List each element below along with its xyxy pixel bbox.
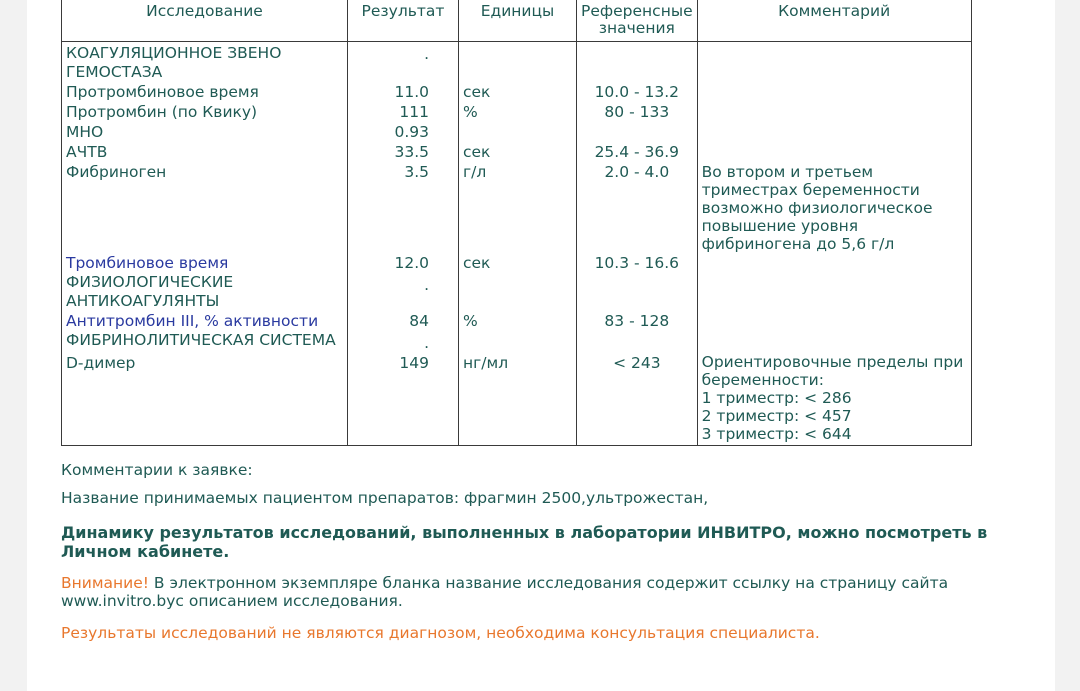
comment-main: Ориентировочные пределы при беременности:: [701, 352, 964, 389]
table-row: [62, 102, 972, 122]
row-ref: [577, 331, 698, 353]
row-ref: [577, 273, 698, 311]
row-units: сек: [459, 82, 577, 102]
row-ref: 10.3 - 16.6: [577, 253, 698, 273]
header-test: Исследование: [62, 0, 348, 41]
row-result: 84: [348, 311, 459, 331]
comment-line: 1 триместр: < 286: [701, 388, 852, 407]
row-name: Протромбиновое время: [62, 82, 348, 102]
row-units: сек: [459, 253, 577, 273]
table-header-row: [62, 0, 972, 41]
comment-line: 3 триместр: < 644: [701, 424, 852, 443]
disclaimer-note: Результаты исследований не являются диагнозом, необходима консультация специалиста.: [61, 624, 820, 642]
row-comment: [697, 122, 971, 142]
row-ref: 2.0 - 4.0: [577, 162, 698, 253]
row-result: .: [348, 331, 459, 353]
row-ref: [577, 41, 698, 82]
drugs-note: Название принимаемых пациентом препаратов: фрагмин 2500,ультрожестан,: [61, 489, 709, 507]
table-row: [62, 82, 972, 102]
row-ref: [577, 122, 698, 142]
dynamics-note: Динамику результатов исследований, выполненных в лаборатории ИНВИТРО, можно посмотреть в Личном кабинете.: [61, 523, 988, 561]
row-comment: Во втором и третьем триместрах беременности возможно физиологическое повышение уровня фибриногена до 5,6 г/л: [697, 162, 971, 253]
row-comment: [697, 353, 971, 446]
table-row: [62, 253, 972, 273]
row-comment: [697, 82, 971, 102]
row-name: КОАГУЛЯЦИОННОЕ ЗВЕНО ГЕМОСТАЗА: [62, 41, 348, 82]
row-name: D-димер: [62, 353, 348, 446]
site-suffix: с описанием исследования.: [175, 592, 403, 610]
row-result: .: [348, 41, 459, 82]
row-result: 11.0: [348, 82, 459, 102]
row-units: %: [459, 311, 577, 331]
table-row: [62, 41, 972, 82]
row-name: ФИБРИНОЛИТИЧЕСКАЯ СИСТЕМА: [62, 331, 348, 353]
table-row: [62, 122, 972, 142]
row-units: сек: [459, 142, 577, 162]
row-units: [459, 122, 577, 142]
row-units: [459, 273, 577, 311]
row-comment: [697, 102, 971, 122]
table-row: [62, 142, 972, 162]
site-link[interactable]: www.invitro.by: [61, 592, 176, 610]
row-ref: 80 - 133: [577, 102, 698, 122]
row-name: АЧТВ: [62, 142, 348, 162]
row-ref: 25.4 - 36.9: [577, 142, 698, 162]
row-units: нг/мл: [459, 353, 577, 446]
row-name: МНО: [62, 122, 348, 142]
row-comment: [697, 273, 971, 311]
row-ref: 83 - 128: [577, 311, 698, 331]
table-row: [62, 353, 972, 446]
header-reference-line1: Референсные: [581, 2, 693, 20]
comment-line: 2 триместр: < 457: [701, 406, 852, 425]
row-result: .: [348, 273, 459, 311]
row-name: ФИЗИОЛОГИЧЕСКИЕ АНТИКОАГУЛЯНТЫ: [62, 273, 348, 311]
row-comment: [697, 41, 971, 82]
warning-label: Внимание!: [61, 574, 149, 592]
table-row: [62, 162, 972, 253]
row-ref: 10.0 - 13.2: [577, 82, 698, 102]
row-units: [459, 331, 577, 353]
report-sheet: [27, 0, 1055, 691]
row-result: 3.5: [348, 162, 459, 253]
row-result: 149: [348, 353, 459, 446]
row-name-link[interactable]: Тромбиновое время: [62, 253, 348, 273]
warning-note: [61, 574, 1021, 610]
row-result: 12.0: [348, 253, 459, 273]
results-table: [61, 0, 972, 446]
header-reference: [577, 0, 698, 41]
row-units: г/л: [459, 162, 577, 253]
row-result: 33.5: [348, 142, 459, 162]
header-reference-line2: значения: [598, 19, 675, 37]
row-name: Протромбин (по Квику): [62, 102, 348, 122]
row-name-link[interactable]: Антитромбин III, % активности: [62, 311, 348, 331]
row-comment: [697, 331, 971, 353]
header-comment: Комментарий: [697, 0, 971, 41]
header-units: Единицы: [459, 0, 577, 41]
row-units: [459, 41, 577, 82]
row-comment: [697, 311, 971, 331]
row-comment: [697, 142, 971, 162]
header-result: Результат: [348, 0, 459, 41]
comments-label: Комментарии к заявке:: [61, 461, 253, 479]
row-comment: [697, 253, 971, 273]
table-row: [62, 311, 972, 331]
row-result: 111: [348, 102, 459, 122]
row-units: %: [459, 102, 577, 122]
row-result: 0.93: [348, 122, 459, 142]
table-row: [62, 331, 972, 353]
row-ref: < 243: [577, 353, 698, 446]
table-row: [62, 273, 972, 311]
row-name: Фибриноген: [62, 162, 348, 253]
warning-text: В электронном экземпляре бланка название исследования содержит ссылку на страницу сайта: [149, 574, 949, 592]
